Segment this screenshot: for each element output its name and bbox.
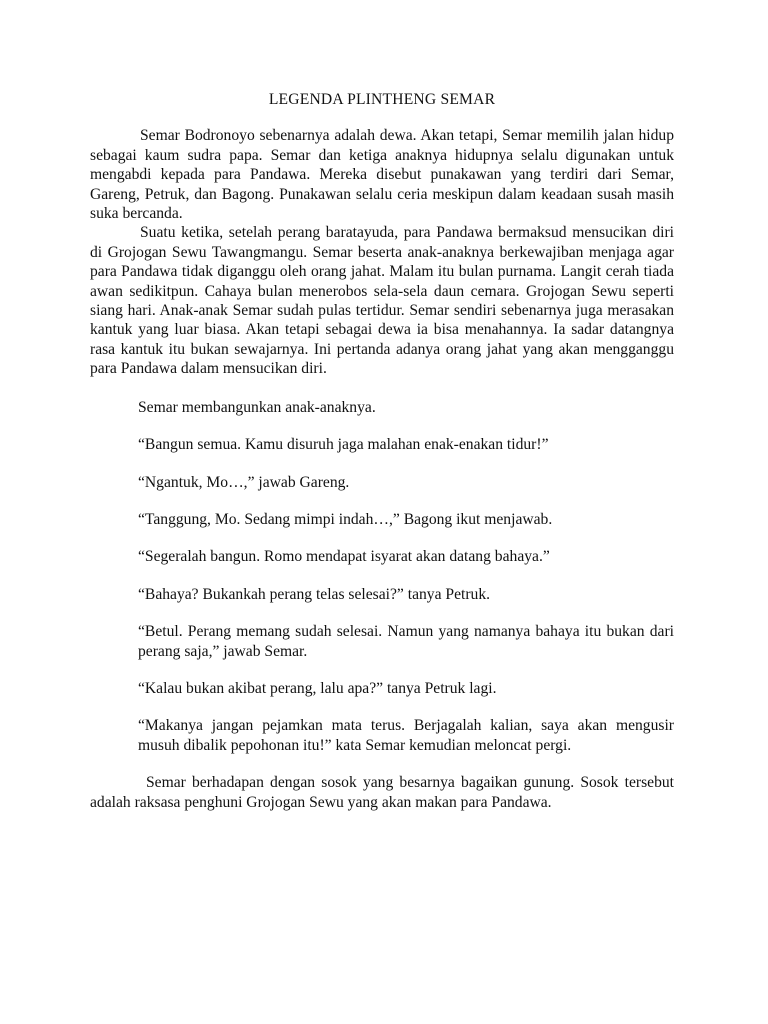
dialogue-line-8: “Kalau bukan akibat perang, lalu apa?” tanya Petruk lagi.	[138, 679, 497, 697]
spacer	[90, 698, 674, 716]
paragraph-1: Semar Bodronoyo sebenarnya adalah dewa. Akan tetapi, Semar memilih jalan hidup sebagai kaum sudra papa. Semar dan ketiga anaknya hidupnya selalu digunakan untuk mengabdi kepada para Pandawa. Mereka disebut punakawan yang terdiri dari Semar, Gareng, Petruk, dan Bagong. Punakawan selalu ceria meskipun dalam keadaan susah masih suka bercanda.	[90, 127, 674, 223]
document-page	[90, 90, 674, 812]
dialogue-line-4: “Tanggung, Mo. Sedang mimpi indah…,” Bagong ikut menjawab.	[138, 510, 553, 528]
spacer	[90, 567, 674, 585]
dialogue-line-3: “Ngantuk, Mo…,” jawab Gareng.	[138, 473, 350, 491]
spacer	[90, 455, 674, 473]
dialogue-line-6: “Bahaya? Bukankah perang telas selesai?” tanya Petruk.	[138, 585, 491, 603]
dialogue-line-2: “Bangun semua. Kamu disuruh jaga malahan enak-enakan tidur!”	[138, 436, 549, 454]
spacer	[90, 492, 674, 510]
spacer	[90, 417, 674, 435]
spacer	[90, 661, 674, 679]
spacer	[90, 755, 674, 773]
dialogue-line-5: “Segeralah bangun. Romo mendapat isyarat akan datang bahaya.”	[138, 548, 550, 566]
dialogue-line-1: Semar membangunkan anak-anaknya.	[138, 398, 376, 416]
spacer	[90, 529, 674, 547]
document-title: LEGENDA PLINTHENG SEMAR	[268, 91, 496, 108]
spacer	[90, 379, 674, 398]
dialogue-line-7: “Betul. Perang memang sudah selesai. Namun yang namanya bahaya itu bukan dari perang saja,” jawab Semar.	[138, 623, 674, 660]
closing-paragraph: Semar berhadapan dengan sosok yang besarnya bagaikan gunung. Sosok tersebut adalah raksasa penghuni Grojogan Sewu yang akan makan para Pandawa.	[90, 774, 674, 811]
dialogue-line-9: “Makanya jangan pejamkan mata terus. Berjagalah kalian, saya akan mengusir musuh dibalik pepohonan itu!” kata Semar kemudian meloncat pergi.	[138, 717, 674, 754]
paragraph-2: Suatu ketika, setelah perang baratayuda, para Pandawa bermaksud mensucikan diri di Grojogan Sewu Tawangmangu. Semar beserta anak-anaknya berkewajiban menjaga agar para Pandawa tidak diganggu oleh orang jahat. Malam itu bulan purnama. Langit cerah tiada awan sedikitpun. Cahaya bulan menerobos sela-sela daun cemara. Grojogan Sewu seperti siang hari. Anak-anak Semar sudah pulas tertidur. Semar sendiri sebenarnya juga merasakan kantuk yang luar biasa. Akan tetapi sebagai dewa ia bisa menahannya. Ia sadar datangnya rasa kantuk itu bukan sewajarnya. Ini pertanda adanya orang jahat yang akan mengganggu para Pandawa dalam mensucikan diri.	[90, 224, 674, 378]
spacer	[90, 604, 674, 622]
